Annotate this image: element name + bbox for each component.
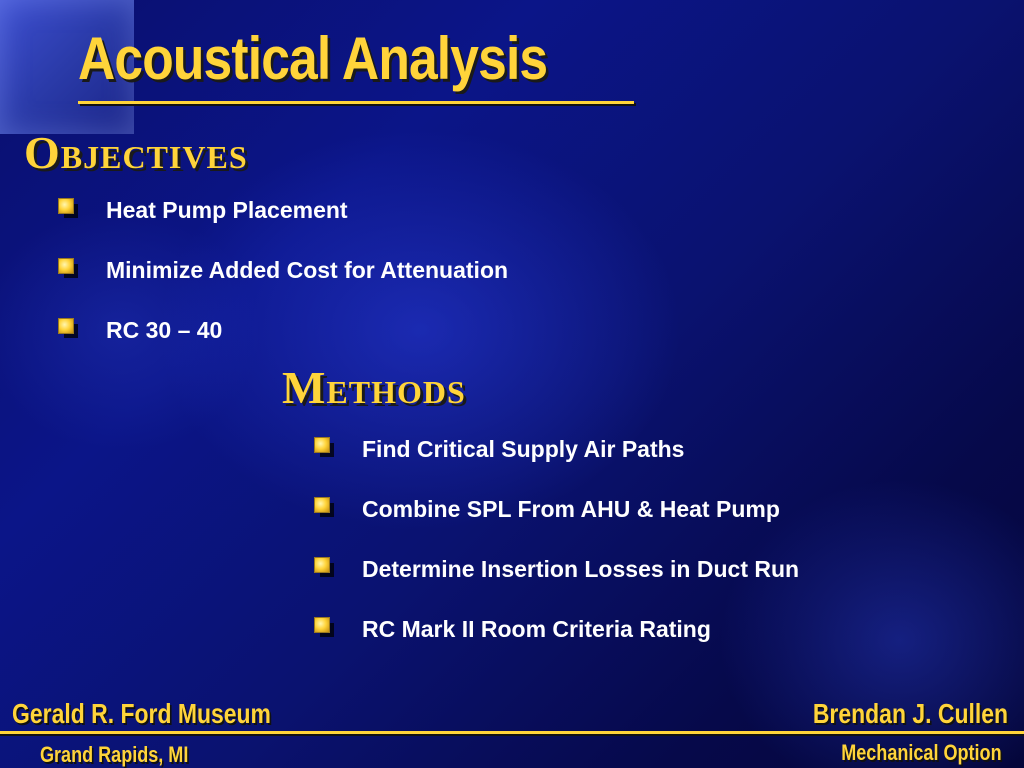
objective-label: Heat Pump Placement <box>106 197 348 223</box>
method-label: RC Mark II Room Criteria Rating <box>362 616 711 642</box>
title-underline <box>78 101 634 104</box>
footer-project-title: Gerald R. Ford Museum <box>12 698 271 729</box>
list-item <box>58 256 508 316</box>
square-bullet-icon <box>314 557 332 575</box>
methods-heading: Methods <box>282 362 466 413</box>
method-label: Combine SPL From AHU & Heat Pump <box>362 496 780 522</box>
footer-divider <box>0 731 1024 734</box>
objectives-list <box>58 196 508 376</box>
list-item <box>58 196 508 256</box>
objective-label: RC 30 – 40 <box>106 317 223 343</box>
square-bullet-icon <box>314 437 332 455</box>
objectives-heading: Objectives <box>24 127 248 178</box>
list-item <box>314 555 799 615</box>
list-item <box>314 615 799 675</box>
square-bullet-icon <box>58 318 76 336</box>
footer-author-name: Brendan J. Cullen <box>812 698 1008 729</box>
methods-list <box>314 435 799 675</box>
square-bullet-icon <box>58 198 76 216</box>
square-bullet-icon <box>314 617 332 635</box>
slide-title: Acoustical Analysis <box>78 25 548 92</box>
list-item <box>314 435 799 495</box>
square-bullet-icon <box>58 258 76 276</box>
method-label: Find Critical Supply Air Paths <box>362 436 685 462</box>
square-bullet-icon <box>314 497 332 515</box>
method-label: Determine Insertion Losses in Duct Run <box>362 556 800 582</box>
footer-project-location: Grand Rapids, MI <box>40 742 189 767</box>
footer-author-option: Mechanical Option <box>841 740 1002 765</box>
list-item <box>314 495 799 555</box>
objective-label: Minimize Added Cost for Attenuation <box>106 257 509 283</box>
